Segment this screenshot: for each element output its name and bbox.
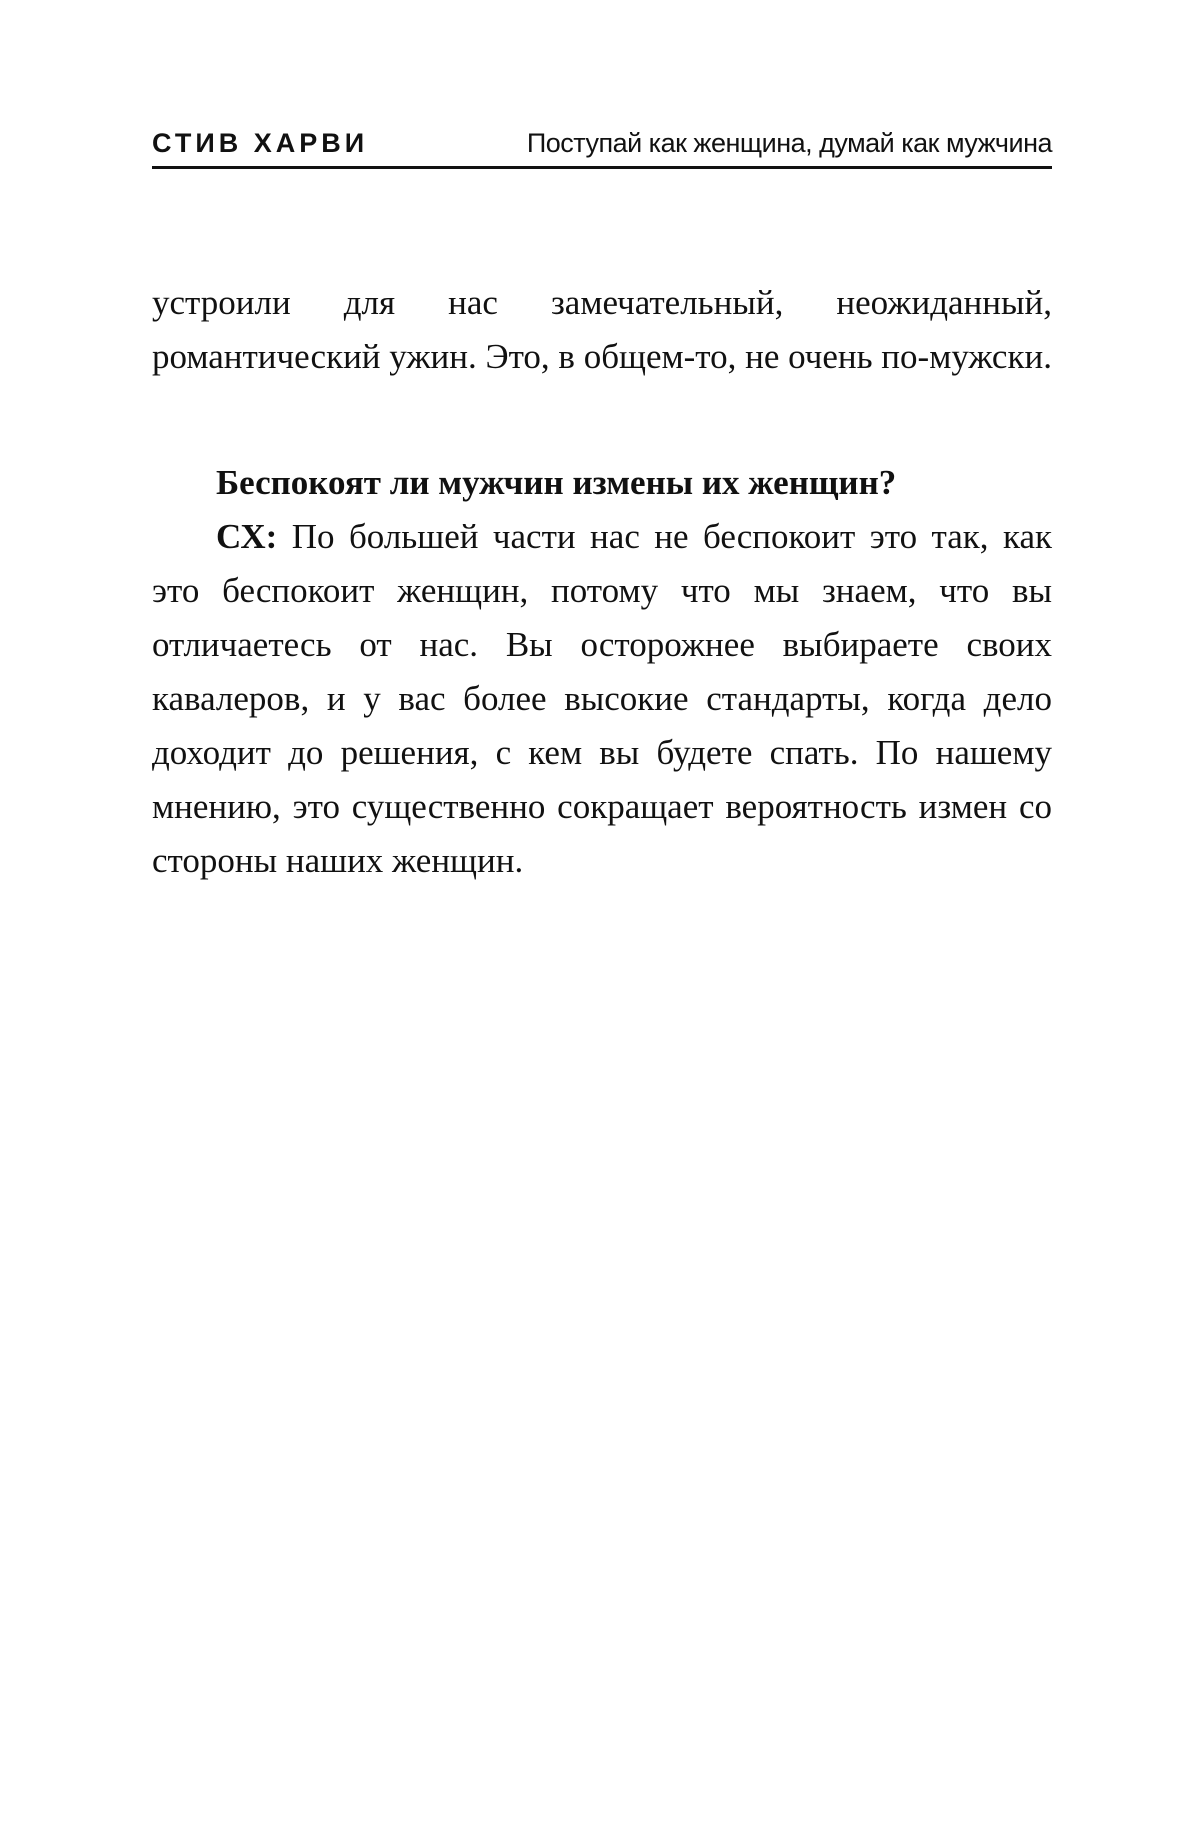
header-book-title: Поступай как женщина, думай как мужчина: [526, 128, 1052, 158]
answer-speaker: СХ:: [216, 517, 278, 556]
continued-paragraph: устроили для нас замечательный, неожиданный, романтический ужин. Это, в общем-то, не очень по-мужски.: [152, 283, 1052, 376]
interview-answer: [152, 510, 1052, 888]
answer-text: По большей части нас не беспокоит это так, как это беспокоит женщин, потому что мы знаем, что вы отличаетесь от нас. Вы осторожнее выбираете своих кавалеров, и у вас более высокие стандарты, когда дело доходит до решения, с кем вы будете спать. По нашему мнению, это существенно сокращает вероятность измен со стороны наших женщин.: [152, 517, 1053, 880]
header-author: СТИВ ХАРВИ: [152, 128, 369, 158]
interview-question: Беспокоят ли мужчин измены их женщин?: [216, 463, 897, 502]
running-header: [152, 126, 1052, 169]
